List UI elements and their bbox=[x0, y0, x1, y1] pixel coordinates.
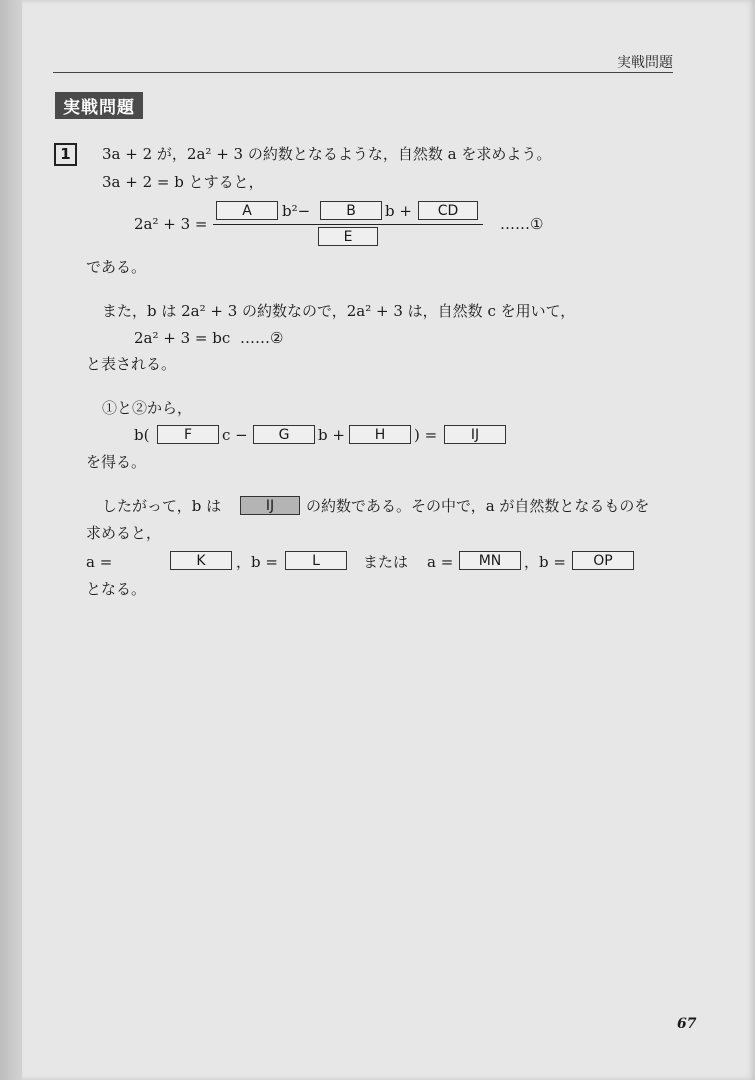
fraction-bar bbox=[213, 224, 483, 225]
answer-box-B[interactable]: B bbox=[320, 201, 382, 220]
statement-mid: が， bbox=[152, 145, 187, 163]
ans-b-label: ，b = bbox=[236, 553, 278, 571]
answer-box-IJ-repeat[interactable]: IJ bbox=[240, 496, 300, 515]
answer-box-OP[interactable]: OP bbox=[572, 551, 634, 570]
answer-box-F[interactable]: F bbox=[157, 425, 219, 444]
ans-a2-label: a = bbox=[427, 553, 454, 571]
text-naru: となる。 bbox=[86, 580, 147, 598]
eq1-lhs: 2a² + 3 = bbox=[134, 215, 208, 233]
answer-box-K[interactable]: K bbox=[170, 551, 232, 570]
answer-box-L[interactable]: L bbox=[285, 551, 347, 570]
eq2: 2a² + 3 = bc bbox=[134, 329, 231, 347]
answer-box-MN[interactable]: MN bbox=[459, 551, 521, 570]
text-shitagatte-a: したがって，b は bbox=[102, 497, 222, 515]
answer-box-IJ[interactable]: IJ bbox=[444, 425, 506, 444]
text-motomeru: 求めると， bbox=[86, 524, 162, 542]
book-binding bbox=[0, 0, 22, 1080]
text-hyou: と表される。 bbox=[86, 355, 177, 373]
answer-box-CD[interactable]: CD bbox=[418, 201, 478, 220]
problem-number: 1 bbox=[54, 143, 77, 166]
text-dearu: である。 bbox=[86, 258, 147, 276]
eq3-c-minus: c − bbox=[222, 426, 248, 444]
ans-b2-label: ，b = bbox=[524, 553, 566, 571]
ans-or: または bbox=[363, 553, 409, 571]
page-number: 67 bbox=[677, 1016, 697, 1032]
answer-box-E[interactable]: E bbox=[318, 227, 378, 246]
eq1-reference: ……① bbox=[500, 215, 544, 233]
statement-tail: の約数となるような，自然数 a を求めよう。 bbox=[243, 145, 552, 163]
text-from-1-2: ①と②から， bbox=[102, 399, 193, 417]
header-rule bbox=[53, 72, 673, 73]
running-header-title: 実戦問題 bbox=[617, 55, 673, 71]
eq1-b-squared: b²− bbox=[282, 202, 311, 220]
eq3-b-open: b( bbox=[134, 426, 150, 444]
problem-statement bbox=[102, 144, 551, 164]
eq1-b-plus: b + bbox=[385, 202, 412, 220]
eq3-close-equals: ) = bbox=[414, 426, 438, 444]
answer-box-A[interactable]: A bbox=[216, 201, 278, 220]
eq2-reference: ……② bbox=[240, 329, 284, 347]
statement-expr2: 2a² + 3 bbox=[186, 145, 244, 163]
statement-expr1: 3a + 2 bbox=[102, 145, 153, 163]
section-badge: 実戦問題 bbox=[55, 92, 143, 119]
text-eru: を得る。 bbox=[86, 453, 147, 471]
text-shitagatte-b: の約数である。その中で，a が自然数となるものを bbox=[306, 497, 650, 515]
answer-box-G[interactable]: G bbox=[253, 425, 315, 444]
substitution-line: 3a + 2 = b とすると， bbox=[102, 173, 264, 191]
ans-a-label: a = bbox=[86, 553, 113, 571]
eq3-b-plus: b + bbox=[318, 426, 345, 444]
answer-box-H[interactable]: H bbox=[349, 425, 411, 444]
text-mata: また，b は 2a² + 3 の約数なので，2a² + 3 は，自然数 c を用いて， bbox=[102, 302, 576, 320]
